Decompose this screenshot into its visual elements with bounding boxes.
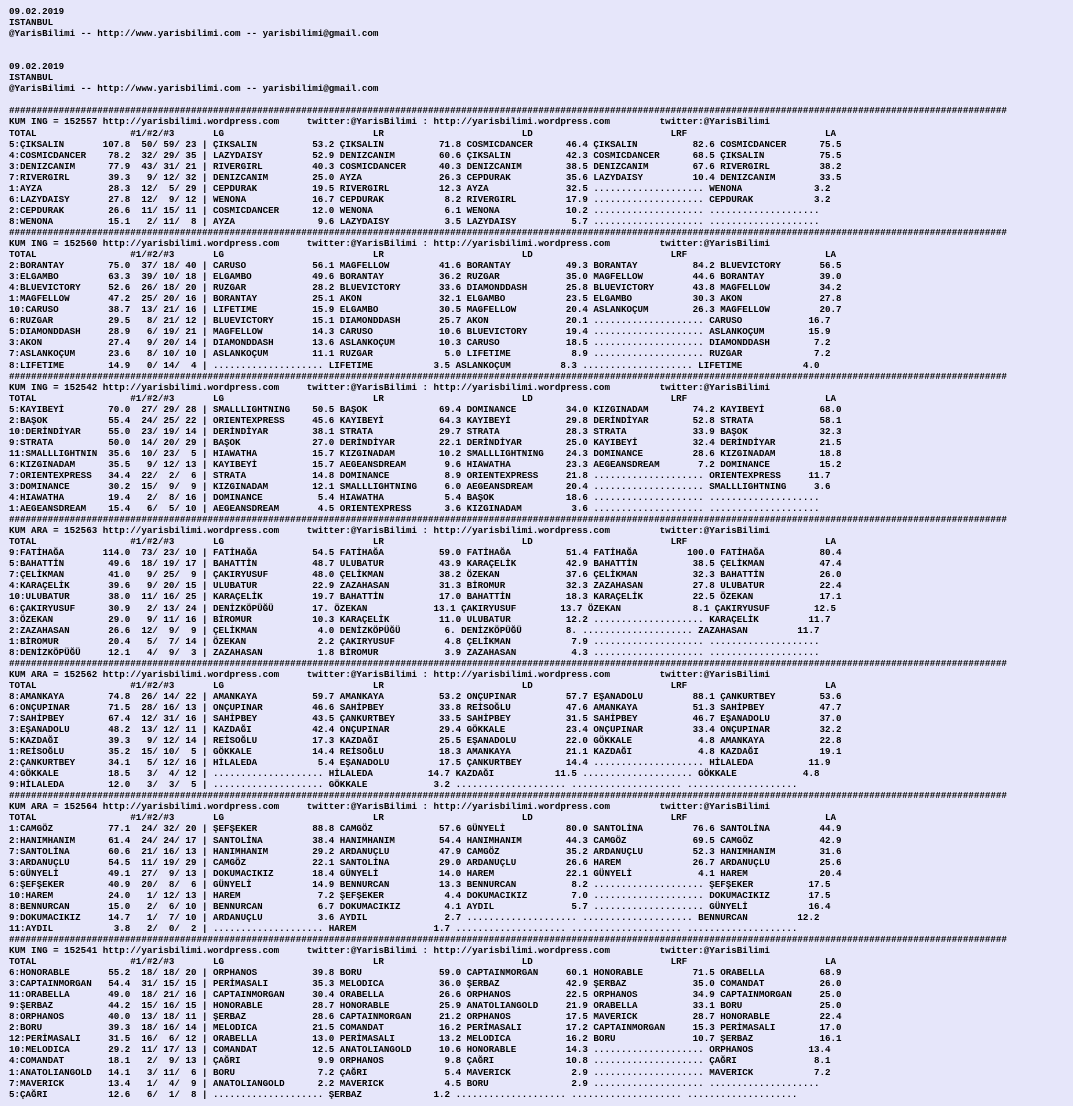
horse-row: 2:ÇANKURTBEY 34.1 5/ 12/ 16 | HİLALEDA 5.4 EŞANADOLU 17.5 ÇANKURTBEY 14.4 .................... HİLALEDA 11.9 (9, 757, 831, 769)
horse-row: 10:ULUBATUR 38.0 11/ 16/ 25 | KARAÇELİK 19.7 BAHATTİN 17.0 BAHATTİN 18.3 KARAÇELİK 22.5 ÖZEKAN 17.1 (9, 591, 842, 603)
horse-row: 6:ONÇUPINAR 71.5 28/ 16/ 13 | ONÇUPINAR 46.6 SAHİPBEY 33.8 REİSOĞLU 47.6 AMANKAYA 51.3 SAHİPBEY 47.7 (9, 701, 842, 713)
section-separator: ##################################################################################################################################################################################### (9, 657, 1007, 669)
horse-row: 8:WENONA 15.1 2/ 11/ 8 | AYZA 9.6 LAZYDAISY 3.5 LAZYDAISY 5.7 .................... .................... (9, 215, 820, 227)
horse-row: 3:DENIZCANIM 77.9 43/ 31/ 21 | RIVERGIRL 40.3 COSMICDANCER 40.3 DENIZCANIM 38.5 DENIZCANIM 67.6 RIVERGIRL 38.2 (9, 160, 842, 172)
blank-line (9, 50, 1073, 61)
section-separator: ##################################################################################################################################################################################### (9, 226, 1007, 238)
horse-row: 5:ÇIKSALIN 107.8 50/ 59/ 23 | ÇIKSALIN 53.2 ÇIKSALIN 71.8 COSMICDANCER 46.4 ÇIKSALIN 82.6 COSMICDANCER 75.5 (9, 138, 842, 150)
horse-row: 7:ORIENTEXPRESS 34.4 22/ 2/ 6 | STRATA 14.8 DOMINANCE 8.9 ORIENTEXPRESS 21.8 .................... ORIENTEXPRESS 11.7 (9, 469, 831, 481)
horse-row: 11:ORABELLA 49.0 18/ 21/ 16 | CAPTAINMORGAN 30.4 ORABELLA 26.6 ORPHANOS 22.5 ORPHANOS 34.9 CAPTAINMORGAN 25.0 (9, 989, 842, 1001)
horse-row: 3:ELGAMBO 63.3 39/ 10/ 18 | ELGAMBO 49.6 BORANTAY 36.2 RUZGAR 35.0 MAGFELLOW 44.6 BORANTAY 39.0 (9, 271, 842, 283)
horse-row: 9:ŞERBAZ 44.2 15/ 16/ 15 | HONORABLE 28.7 HONORABLE 25.9 ANATOLIANGOLD 21.9 ORABELLA 33.1 BORU 25.0 (9, 1000, 842, 1012)
horse-row: 9:FATİHAĞA 114.0 73/ 23/ 10 | FATİHAĞA 54.5 FATİHAĞA 59.0 FATİHAĞA 51.4 FATİHAĞA 100.0 FATİHAĞA 80.4 (9, 547, 842, 559)
column-header-line: TOTAL #1/#2/#3 LG LR LD LRF LA (9, 679, 837, 691)
column-header-line: TOTAL #1/#2/#3 LG LR LD LRF LA (9, 249, 837, 261)
horse-row: 1:BİROMUR 20.4 5/ 7/ 14 | ÖZEKAN 2.2 ÇAKIRYUSUF 4.8 ÇELİKMAN 7.9 .................... .................... (9, 635, 820, 647)
horse-row: 2:BAŞOK 55.4 24/ 25/ 22 | ORIENTEXPRESS 45.6 KAYIBEYİ 64.3 KAYIBEYİ 29.8 DERİNDİYAR 52.8 STRATA 58.1 (9, 414, 842, 426)
horse-row: 1:CAMGÖZ 77.1 24/ 32/ 20 | ŞEFŞEKER 88.8 CAMGÖZ 57.6 GÜNYELİ 80.0 SANTOLİNA 76.6 SANTOLİNA 44.9 (9, 823, 842, 835)
horse-row: 4:COSMICDANCER 78.2 32/ 29/ 35 | LAZYDAISY 52.9 DENIZCANIM 60.6 ÇIKSALIN 42.3 COSMICDANCER 68.5 ÇIKSALIN 75.5 (9, 149, 842, 161)
horse-row: 5:ÇAĞRI 12.6 6/ 1/ 8 | .................... ŞERBAZ 1.2 .................... .................... .................... (9, 1088, 798, 1100)
horse-row: 7:MAVERICK 13.4 1/ 4/ 9 | ANATOLIANGOLD 2.2 MAVERICK 4.5 BORU 2.9 .................... .................... (9, 1077, 820, 1089)
horse-row: 2:BORANTAY 75.0 37/ 18/ 40 | CARUSO 56.1 MAGFELLOW 41.6 BORANTAY 49.3 BORANTAY 84.2 BLUEVICTORY 56.5 (9, 260, 842, 272)
horse-row: 1:MAGFELLOW 47.2 25/ 20/ 16 | BORANTAY 25.1 AKON 32.1 ELGAMBO 23.5 ELGAMBO 30.3 AKON 27.8 (9, 293, 842, 305)
horse-row: 9:HİLALEDA 12.0 3/ 3/ 5 | .................... GÖKKALE 3.2 .................... .................... .................... (9, 779, 798, 791)
horse-row: 3:ÖZEKAN 29.0 9/ 11/ 16 | BİROMUR 10.3 KARAÇELİK 11.0 ULUBATUR 12.2 .................... KARAÇELİK 11.7 (9, 613, 831, 625)
horse-row: 6:HONORABLE 55.2 18/ 18/ 20 | ORPHANOS 39.8 BORU 59.0 CAPTAINMORGAN 60.1 HONORABLE 71.5 ORABELLA 68.9 (9, 967, 842, 979)
text-line: @YarisBilimi -- http://www.yarisbilimi.com -- yarisbilimi@gmail.com (9, 28, 379, 40)
horse-row: 3:DOMINANCE 30.2 15/ 9/ 9 | KIZGINADAM 12.1 SMALLLIGHTNING 6.0 AEGEANSDREAM 20.4 .................... SMALLLIGHTNING 3.6 (9, 481, 831, 493)
horse-row: 2:ZAZAHASAN 26.6 12/ 9/ 9 | ÇELİKMAN 4.0 DENİZKÖPÜĞÜ 6. DENİZKÖPÜĞÜ 8. .................... ZAZAHASAN 11.7 (9, 624, 820, 636)
horse-row: 2:HANIMHANIM 61.4 24/ 24/ 17 | SANTOLİNA 38.4 HANIMHANIM 54.4 HANIMHANIM 44.3 CAMGÖZ 69.5 CAMGÖZ 42.9 (9, 834, 842, 846)
horse-row: 1:REİSOĞLU 35.2 15/ 10/ 5 | GÖKKALE 14.4 REİSOĞLU 18.3 AMANKAYA 21.1 KAZDAĞI 4.8 KAZDAĞI 19.1 (9, 746, 842, 758)
horse-row: 11:AYDIL 3.8 2/ 0/ 2 | .................... HAREM 1.7 .................... .................... .................... (9, 922, 798, 934)
horse-row: 6:RUZGAR 29.5 8/ 21/ 12 | BLUEVICTORY 15.1 DIAMONDDASH 25.7 AKON 20.1 .................... CARUSO 16.7 (9, 315, 831, 327)
horse-row: 8:DENİZKÖPÜĞÜ 12.1 4/ 9/ 3 | ZAZAHASAN 1.8 BİROMUR 3.9 ZAZAHASAN 4.3 .................... .................... (9, 646, 820, 658)
race-header-line: KUM ING = 152541 http://yarisbilimi.wordpress.com twitter:@YarisBilimi : http://yarisbilimi.wordpress.com twitter:@YarisBilimi (9, 944, 770, 956)
text-line: @YarisBilimi -- http://www.yarisbilimi.com -- yarisbilimi@gmail.com (9, 83, 379, 95)
horse-row: 11:SMALLLIGHTNIN 35.6 10/ 23/ 5 | HIAWATHA 15.7 KIZGINADAM 10.2 SMALLLIGHTNING 24.3 DOMINANCE 28.6 KIZGINADAM 18.8 (9, 447, 842, 459)
race-header-line: KUM ING = 152542 http://yarisbilimi.wordpress.com twitter:@YarisBilimi : http://yarisbilimi.wordpress.com twitter:@YarisBilimi (9, 381, 770, 393)
column-header-line: TOTAL #1/#2/#3 LG LR LD LRF LA (9, 392, 837, 404)
section-separator: ##################################################################################################################################################################################### (9, 370, 1007, 382)
horse-row: 1:AYZA 28.3 12/ 5/ 29 | CEPDURAK 19.5 RIVERGIRL 12.3 AYZA 32.5 .................... WENONA 3.2 (9, 182, 831, 194)
text-line: ISTANBUL (9, 72, 54, 84)
horse-row: 4:GÖKKALE 18.5 3/ 4/ 12 | .................... HİLALEDA 14.7 KAZDAĞI 11.5 .................... GÖKKALE 4.8 (9, 768, 820, 780)
section-separator: ##################################################################################################################################################################################### (9, 790, 1007, 802)
blank-line (9, 94, 1073, 105)
horse-row: 8:AMANKAYA 74.8 26/ 14/ 22 | AMANKAYA 59.7 AMANKAYA 53.2 ONÇUPINAR 57.7 EŞANADOLU 88.1 ÇANKURTBEY 53.6 (9, 690, 842, 702)
horse-row: 6:LAZYDAISY 27.8 12/ 9/ 12 | WENONA 16.7 CEPDURAK 8.2 RIVERGIRL 17.9 .................... CEPDURAK 3.2 (9, 193, 831, 205)
horse-row: 8:ORPHANOS 40.0 13/ 18/ 11 | ŞERBAZ 28.6 CAPTAINMORGAN 21.2 ORPHANOS 17.5 MAVERICK 28.7 HONORABLE 22.4 (9, 1011, 842, 1023)
text-line: ISTANBUL (9, 17, 54, 29)
column-header-line: TOTAL #1/#2/#3 LG LR LD LRF LA (9, 812, 837, 824)
horse-row: 4:HIAWATHA 19.4 2/ 8/ 16 | DOMINANCE 5.4 HIAWATHA 5.4 BAŞOK 18.6 .................... .................... (9, 492, 820, 504)
horse-row: 10:HAREM 24.0 1/ 12/ 13 | HAREM 7.2 ŞEFŞEKER 4.4 DOKUMACIKIZ 7.0 .................... DOKUMACIKIZ 17.5 (9, 889, 831, 901)
horse-row: 7:ÇELİKMAN 41.0 9/ 25/ 9 | ÇAKIRYUSUF 48.0 ÇELİKMAN 38.2 ÖZEKAN 37.6 ÇELİKMAN 32.3 BAHATTİN 26.0 (9, 569, 842, 581)
horse-row: 1:ANATOLIANGOLD 14.1 3/ 11/ 6 | BORU 7.2 ÇAĞRI 5.4 MAVERICK 2.9 .................... MAVERICK 7.2 (9, 1066, 831, 1078)
section-separator: ##################################################################################################################################################################################### (9, 933, 1007, 945)
section-separator: ##################################################################################################################################################################################### (9, 514, 1007, 526)
horse-row: 5:KAYIBEYİ 70.0 27/ 29/ 28 | SMALLLIGHTNING 50.5 BAŞOK 69.4 DOMINANCE 34.0 KIZGINADAM 74.2 KAYIBEYİ 68.0 (9, 403, 842, 415)
horse-row: 7:SAHİPBEY 67.4 12/ 31/ 16 | SAHİPBEY 43.5 ÇANKURTBEY 33.5 SAHİPBEY 31.5 SAHİPBEY 46.7 EŞANADOLU 37.0 (9, 713, 842, 724)
race-header-line: KUM ING = 152560 http://yarisbilimi.wordpress.com twitter:@YarisBilimi : http://yarisbilimi.wordpress.com twitter:@YarisBilimi (9, 237, 770, 249)
race-header-line: KUM ING = 152557 http://yarisbilimi.wordpress.com twitter:@YarisBilimi : http://yarisbilimi.wordpress.com twitter:@YarisBilimi (9, 116, 770, 128)
race-header-line: KUM ARA = 152562 http://yarisbilimi.wordpress.com twitter:@YarisBilimi : http://yarisbilimi.wordpress.com twitter:@YarisBilimi (9, 668, 770, 680)
text-line: 09.02.2019 (9, 61, 65, 73)
horse-row: 10:CARUSO 38.7 13/ 21/ 16 | LIFETIME 15.9 ELGAMBO 30.5 MAGFELLOW 20.4 ASLANKOÇUM 26.3 MAGFELLOW 20.7 (9, 304, 842, 316)
horse-row: 10:MELODICA 29.2 11/ 17/ 13 | COMANDAT 12.5 ANATOLIANGOLD 10.6 HONORABLE 14.3 .................... ORPHANOS 13.4 (9, 1044, 831, 1056)
horse-row: 7:SANTOLİNA 60.6 21/ 16/ 13 | HANIMHANIM 29.2 ARDANUÇLU 47.9 CAMGÖZ 35.2 ARDANUÇLU 52.3 HANIMHANIM 31.6 (9, 845, 842, 857)
horse-row: 6:KIZGINADAM 35.5 9/ 12/ 13 | KAYIBEYİ 15.7 AEGEANSDREAM 9.6 HIAWATHA 23.3 AEGEANSDREAM 7.2 DOMINANCE 15.2 (9, 458, 842, 470)
column-header-line: TOTAL #1/#2/#3 LG LR LD LRF LA (9, 127, 837, 139)
horse-row: 5:DIAMONDDASH 28.9 6/ 19/ 21 | MAGFELLOW 14.3 CARUSO 10.6 BLUEVICTORY 19.4 .................... ASLANKOÇUM 15.9 (9, 326, 831, 338)
horse-row: 3:ARDANUÇLU 54.5 11/ 19/ 29 | CAMGÖZ 22.1 SANTOLİNA 29.0 ARDANUÇLU 26.6 HAREM 26.7 ARDANUÇLU 25.6 (9, 856, 842, 868)
horse-row: 10:DERİNDİYAR 55.0 23/ 19/ 14 | DERİNDİYAR 38.1 STRATA 29.7 STRATA 28.3 STRATA 33.9 BAŞOK 32.3 (9, 425, 842, 437)
horse-row: 3:EŞANADOLU 48.2 13/ 12/ 11 | KAZDAĞI 42.4 ONÇUPINAR 29.4 GÖKKALE 23.4 ONÇUPINAR 33.4 ONÇUPINAR 32.2 (9, 724, 842, 736)
horse-row: 2:CEPDURAK 26.6 11/ 15/ 11 | COSMICDANCER 12.0 WENONA 6.1 WENONA 10.2 .................... .................... (9, 204, 820, 216)
horse-row: 12:PERİMASALI 31.5 16/ 6/ 12 | ORABELLA 13.0 PERİMASALI 13.2 MELODICA 16.2 BORU 10.7 ŞERBAZ 16.1 (9, 1033, 842, 1045)
horse-row: 3:AKON 27.4 9/ 20/ 14 | DIAMONDDASH 13.6 ASLANKOÇUM 10.3 CARUSO 18.5 .................... DIAMONDDASH 7.2 (9, 337, 831, 349)
horse-row: 4:BLUEVICTORY 52.6 26/ 18/ 20 | RUZGAR 28.2 BLUEVICTORY 33.6 DIAMONDDASH 25.8 BLUEVICTORY 43.8 MAGFELLOW 34.2 (9, 282, 842, 294)
text-line: 09.02.2019 (9, 6, 65, 17)
horse-row: 8:LIFETIME 14.9 0/ 14/ 4 | .................... LIFETIME 3.5 ASLANKOÇUM 8.3 .................... LIFETIME 4.0 (9, 359, 820, 371)
horse-row: 3:CAPTAINMORGAN 54.4 31/ 15/ 15 | PERİMASALI 35.3 MELODICA 36.0 ŞERBAZ 42.9 ŞERBAZ 35.0 COMANDAT 26.0 (9, 978, 842, 990)
blank-line (9, 39, 1073, 50)
horse-row: 6:ÇAKIRYUSUF 30.9 2/ 13/ 24 | DENİZKÖPÜĞÜ 17. ÖZEKAN 13.1 ÇAKIRYUSUF 13.7 ÖZEKAN 8.1 ÇAKIRYUSUF 12.5 (9, 602, 837, 614)
race-header-line: KUM ARA = 152564 http://yarisbilimi.wordpress.com twitter:@YarisBilimi : http://yarisbilimi.wordpress.com twitter:@YarisBilimi (9, 801, 770, 813)
horse-row: 4:COMANDAT 18.1 2/ 9/ 13 | ÇAĞRI 9.9 ORPHANOS 9.8 ÇAĞRI 10.8 .................... ÇAĞRI 8.1 (9, 1055, 831, 1067)
horse-row: 5:KAZDAĞI 39.3 9/ 12/ 14 | REİSOĞLU 17.3 KAZDAĞI 25.5 EŞANADOLU 22.0 GÖKKALE 4.8 AMANKAYA 22.8 (9, 735, 842, 747)
horse-row: 9:STRATA 50.0 14/ 20/ 29 | BAŞOK 27.0 DERİNDİYAR 22.1 DERİNDİYAR 25.0 KAYIBEYİ 32.4 DERİNDİYAR 21.5 (9, 436, 842, 448)
horse-row: 7:ASLANKOÇUM 23.6 8/ 10/ 10 | ASLANKOÇUM 11.1 RUZGAR 5.0 LIFETIME 8.9 .................... RUZGAR 7.2 (9, 348, 831, 360)
column-header-line: TOTAL #1/#2/#3 LG LR LD LRF LA (9, 536, 837, 548)
horse-row: 6:ŞEFŞEKER 40.9 20/ 8/ 6 | GÜNYELİ 14.9 BENNURCAN 13.3 BENNURCAN 8.2 .................... ŞEFŞEKER 17.5 (9, 878, 831, 890)
horse-row: 5:BAHATTİN 49.6 18/ 19/ 17 | BAHATTİN 48.7 ULUBATUR 43.9 KARAÇELİK 42.9 BAHATTİN 38.5 ÇELİKMAN 47.4 (9, 558, 842, 570)
column-header-line: TOTAL #1/#2/#3 LG LR LD LRF LA (9, 956, 837, 968)
horse-row: 4:KARAÇELİK 39.6 9/ 20/ 15 | ULUBATUR 22.9 ZAZAHASAN 31.3 BİROMUR 32.3 ZAZAHASAN 27.8 ULUBATUR 22.4 (9, 580, 842, 592)
horse-row: 1:AEGEANSDREAM 15.4 6/ 5/ 10 | AEGEANSDREAM 4.5 ORIENTEXPRESS 3.6 KIZGINADAM 3.6 .................... .................... (9, 503, 820, 515)
horse-row: 2:BORU 39.3 18/ 16/ 14 | MELODICA 21.5 COMANDAT 16.2 PERİMASALI 17.2 CAPTAINMORGAN 15.3 PERİMASALI 17.0 (9, 1022, 842, 1034)
horse-row: 8:BENNURCAN 15.0 2/ 6/ 10 | BENNURCAN 6.7 DOKUMACIKIZ 4.1 AYDIL 5.7 .................... GÜNYELİ 16.4 (9, 900, 831, 912)
section-separator: ##################################################################################################################################################################################### (9, 105, 1007, 117)
horse-row: 9:DOKUMACIKIZ 14.7 1/ 7/ 10 | ARDANUÇLU 3.6 AYDIL 2.7 .................... .................... BENNURCAN 12.2 (9, 911, 820, 923)
horse-row: 5:GÜNYELİ 49.1 27/ 9/ 13 | DOKUMACIKIZ 18.4 GÜNYELİ 14.0 HAREM 22.1 GÜNYELİ 4.1 HAREM 20.4 (9, 867, 842, 879)
horse-row: 7:RIVERGIRL 39.3 9/ 12/ 32 | DENIZCANIM 25.0 AYZA 26.3 CEPDURAK 35.6 LAZYDAISY 10.4 DENIZCANIM 33.5 (9, 171, 842, 183)
race-header-line: KUM ARA = 152563 http://yarisbilimi.wordpress.com twitter:@YarisBilimi : http://yarisbilimi.wordpress.com twitter:@YarisBilimi (9, 525, 770, 537)
